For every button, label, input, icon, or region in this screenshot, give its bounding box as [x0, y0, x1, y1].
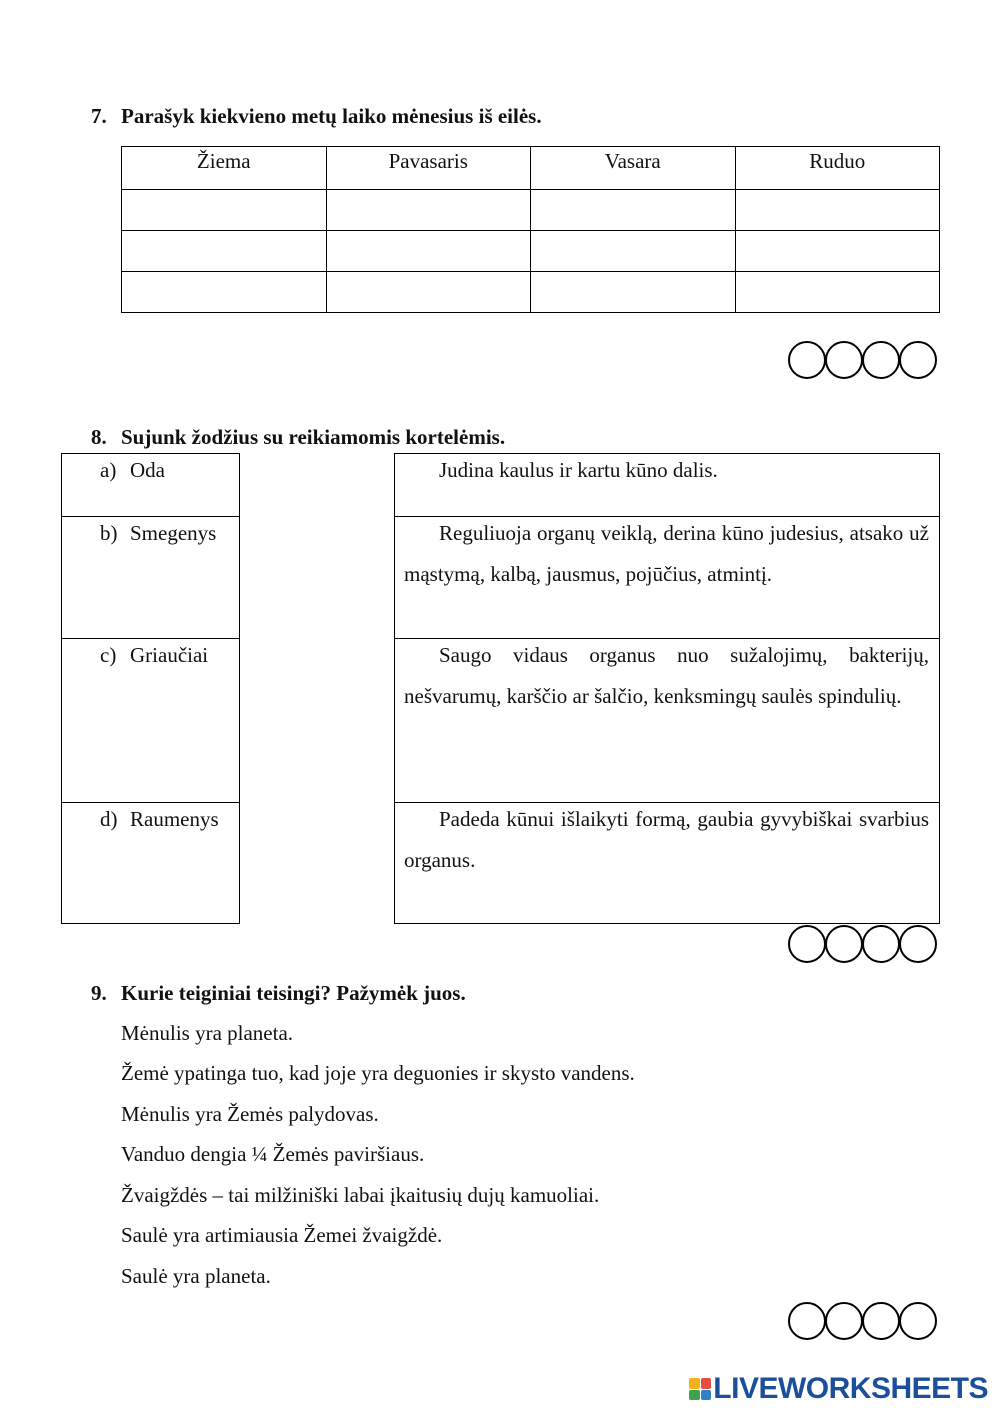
month-cell[interactable] — [326, 272, 531, 313]
match-left-letter: a) — [100, 458, 117, 482]
seasons-table — [121, 146, 940, 313]
match-left-letter: b) — [100, 521, 118, 545]
liveworksheets-logo-text: LIVEWORKSHEETS — [713, 1372, 988, 1405]
q8-title-text: Sujunk žodžius su reikiamomis kortelėmis. — [121, 425, 506, 449]
month-cell[interactable] — [122, 272, 327, 313]
match-right-text: Padeda kūnui išlaikyti formą, gaubia gyvybiškai svarbius organus. — [404, 807, 929, 872]
score-circle — [788, 1302, 826, 1340]
q7-title — [91, 104, 542, 129]
match-right-text: Saugo vidaus organus nuo sužalojimų, bakterijų, nešvarumų, karščio ar šalčio, kenksmingų saulės spindulių. — [404, 643, 929, 708]
seasons-header-row — [122, 147, 940, 190]
logo-square — [701, 1378, 712, 1389]
q9-score-circles — [788, 1302, 936, 1340]
score-circle — [899, 925, 937, 963]
q9-title — [91, 981, 466, 1006]
month-cell[interactable] — [531, 231, 736, 272]
logo-square — [689, 1378, 700, 1389]
match-right-3[interactable] — [394, 638, 940, 803]
month-cell[interactable] — [122, 231, 327, 272]
month-cell[interactable] — [735, 190, 940, 231]
match-left-letter: d) — [100, 807, 118, 831]
month-row — [122, 231, 940, 272]
month-cell[interactable] — [326, 190, 531, 231]
month-row — [122, 190, 940, 231]
statement-item[interactable]: Vanduo dengia ¼ Žemės paviršiaus. — [121, 1142, 425, 1166]
season-header-autumn: Ruduo — [735, 147, 940, 190]
month-row — [122, 272, 940, 313]
match-left-word: Raumenys — [130, 807, 219, 831]
statement-item[interactable]: Saulė yra artimiausia Žemei žvaigždė. — [121, 1223, 443, 1247]
score-circle — [862, 1302, 900, 1340]
logo-square — [689, 1390, 700, 1401]
month-cell[interactable] — [122, 190, 327, 231]
match-left-d[interactable] — [61, 802, 240, 924]
score-circle — [825, 341, 863, 379]
match-left-a[interactable] — [61, 453, 240, 517]
season-header-winter: Žiema — [122, 147, 327, 190]
score-circle — [825, 1302, 863, 1340]
score-circle — [899, 1302, 937, 1340]
month-cell[interactable] — [531, 272, 736, 313]
match-right-text: Reguliuoja organų veiklą, derina kūno judesius, atsako už mąstymą, kalbą, jausmus, pojūčius, atmintį. — [404, 521, 929, 586]
q7-title-text: Parašyk kiekvieno metų laiko mėnesius iš eilės. — [121, 104, 542, 128]
month-cell[interactable] — [735, 272, 940, 313]
match-left-word: Griaučiai — [130, 643, 209, 667]
q9-number: 9. — [91, 981, 107, 1005]
score-circle — [899, 341, 937, 379]
statement-item[interactable]: Mėnulis yra planeta. — [121, 1021, 294, 1045]
q8-title — [91, 425, 505, 450]
statement-item[interactable]: Saulė yra planeta. — [121, 1264, 271, 1288]
statement-item[interactable]: Žvaigždės – tai milžiniški labai įkaitusių dujų kamuoliai. — [121, 1183, 600, 1207]
statement-item[interactable]: Mėnulis yra Žemės palydovas. — [121, 1102, 379, 1126]
match-left-letter: c) — [100, 643, 117, 667]
match-left-c[interactable] — [61, 638, 240, 803]
match-right-text: Judina kaulus ir kartu kūno dalis. — [439, 458, 718, 482]
match-right-4[interactable] — [394, 802, 940, 924]
match-left-b[interactable] — [61, 516, 240, 639]
score-circle — [862, 925, 900, 963]
month-cell[interactable] — [326, 231, 531, 272]
q8-score-circles — [788, 925, 936, 963]
liveworksheets-logo — [689, 1372, 988, 1406]
match-right-1[interactable] — [394, 453, 940, 517]
q8-number: 8. — [91, 425, 107, 449]
match-left-word: Smegenys — [130, 521, 217, 545]
q7-number: 7. — [91, 104, 107, 128]
season-header-summer: Vasara — [531, 147, 736, 190]
score-circle — [788, 925, 826, 963]
match-right-2[interactable] — [394, 516, 940, 639]
month-cell[interactable] — [531, 190, 736, 231]
q9-title-text: Kurie teiginiai teisingi? Pažymėk juos. — [121, 981, 466, 1005]
q7-score-circles — [788, 341, 936, 379]
logo-square — [701, 1390, 712, 1401]
score-circle — [825, 925, 863, 963]
liveworksheets-logo-icon — [689, 1378, 711, 1400]
score-circle — [862, 341, 900, 379]
score-circle — [788, 341, 826, 379]
season-header-spring: Pavasaris — [326, 147, 531, 190]
month-cell[interactable] — [735, 231, 940, 272]
match-left-word: Oda — [130, 458, 165, 482]
statement-item[interactable]: Žemė ypatinga tuo, kad joje yra deguonies ir skysto vandens. — [121, 1061, 635, 1085]
